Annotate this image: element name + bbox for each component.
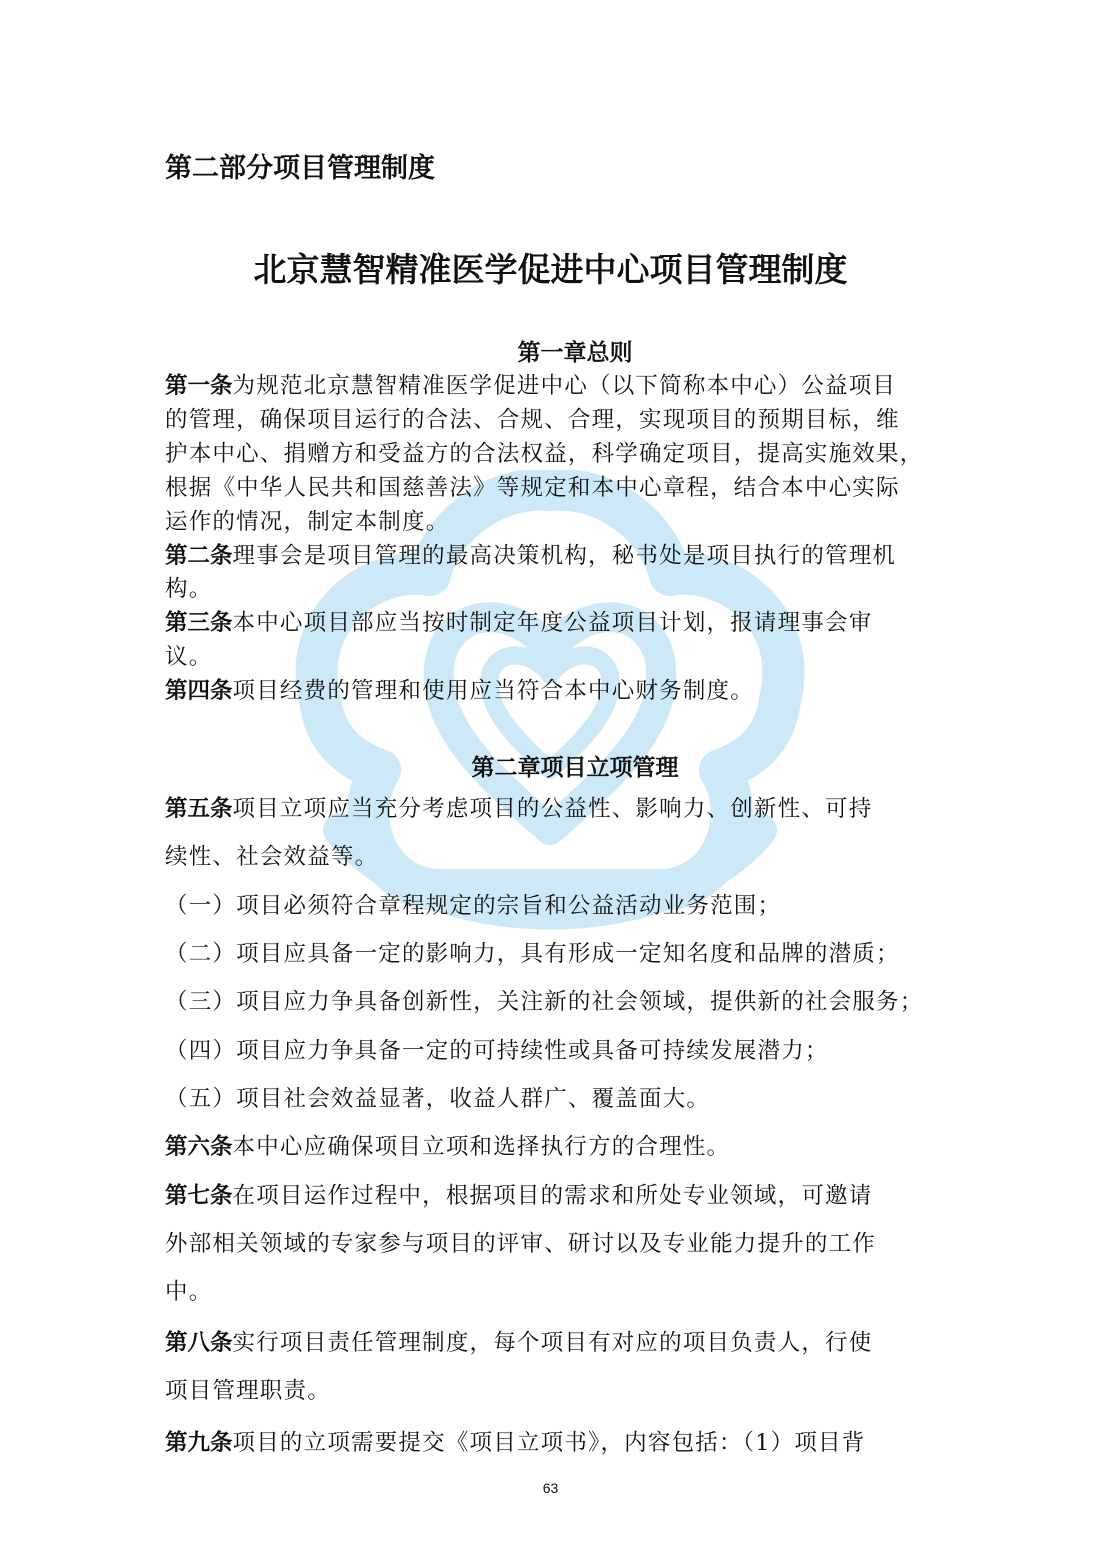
article-1-text: 为规范北京慧智精准医学促进中心（以下简称本中心）公益项目 [232, 373, 897, 399]
article-1-line-1 [165, 368, 896, 400]
article-9-lead: 第九条 [165, 1430, 233, 1456]
page-number: 63 [542, 1480, 559, 1496]
article-3-line-2: 议。 [165, 644, 213, 670]
article-7-text: 在项目运作过程中，根据项目的需求和所处专业领域，可邀请 [232, 1183, 873, 1209]
list-item: （五）项目社会效益显著，收益人群广、覆盖面大。 [165, 1086, 711, 1112]
article-9-line-1 [165, 1425, 865, 1457]
article-2-line-1 [165, 538, 896, 570]
article-1-line-3: 护本中心、捐赠方和受益方的合法权益，科学确定项目，提高实施效果， [165, 441, 924, 467]
article-6-lead: 第六条 [165, 1134, 233, 1160]
article-6-line-1 [165, 1129, 730, 1161]
article-5-line-1 [165, 791, 872, 823]
article-7-line-3: 中。 [165, 1279, 213, 1305]
article-2-text: 理事会是项目管理的最高决策机构，秘书处是项目执行的管理机 [232, 543, 897, 569]
article-6-text: 本中心应确保项目立项和选择执行方的合理性。 [232, 1134, 731, 1160]
article-7-line-2: 外部相关领域的专家参与项目的评审、研讨以及专业能力提升的工作 [165, 1231, 877, 1257]
article-8-line-1 [165, 1325, 872, 1357]
article-3-line-1 [165, 605, 872, 637]
article-1-line-4: 根据《中华人民共和国慈善法》等规定和本中心章程，结合本中心实际 [165, 475, 900, 501]
article-4-text: 项目经费的管理和使用应当符合本中心财务制度。 [232, 678, 754, 704]
article-8-lead: 第八条 [165, 1330, 233, 1356]
article-1-line-2: 的管理，确保项目运行的合法、合规、合理，实现项目的预期目标，维 [165, 407, 900, 433]
list-item: （四）项目应力争具备一定的可持续性或具备可持续发展潜力； [165, 1038, 829, 1064]
article-5-line-2: 续性、社会效益等。 [165, 844, 379, 870]
document-title: 北京慧智精准医学促进中心项目管理制度 [253, 250, 848, 289]
chapter-1-title: 第一章总则 [517, 339, 633, 366]
article-1-line-5: 运作的情况，制定本制度。 [165, 509, 450, 535]
article-5-text: 项目立项应当充分考虑项目的公益性、影响力、创新性、可持 [232, 796, 873, 822]
list-item: （二）项目应具备一定的影响力，具有形成一定知名度和品牌的潜质； [165, 941, 900, 967]
list-item: （三）项目应力争具备创新性，关注新的社会领域，提供新的社会服务； [165, 989, 924, 1015]
article-4-lead: 第四条 [165, 678, 233, 704]
article-2-lead: 第二条 [165, 543, 233, 569]
article-8-line-2: 项目管理职责。 [165, 1378, 331, 1404]
article-2-line-2: 构。 [165, 576, 213, 602]
article-9-text: 项目的立项需要提交《项目立项书》，内容包括：（1）项目背 [232, 1430, 866, 1456]
article-1-lead: 第一条 [165, 373, 233, 399]
section-heading: 第二部分项目管理制度 [165, 153, 435, 184]
article-7-line-1 [165, 1178, 872, 1210]
article-3-lead: 第三条 [165, 610, 233, 636]
list-item: （一）项目必须符合章程规定的宗旨和公益活动业务范围； [165, 893, 782, 919]
chapter-2-title: 第二章项目立项管理 [471, 754, 679, 781]
article-7-lead: 第七条 [165, 1183, 233, 1209]
article-8-text: 实行项目责任管理制度，每个项目有对应的项目负责人，行使 [232, 1330, 873, 1356]
article-4-line-1 [165, 673, 754, 705]
article-5-lead: 第五条 [165, 796, 233, 822]
article-3-text: 本中心项目部应当按时制定年度公益项目计划，报请理事会审 [232, 610, 873, 636]
